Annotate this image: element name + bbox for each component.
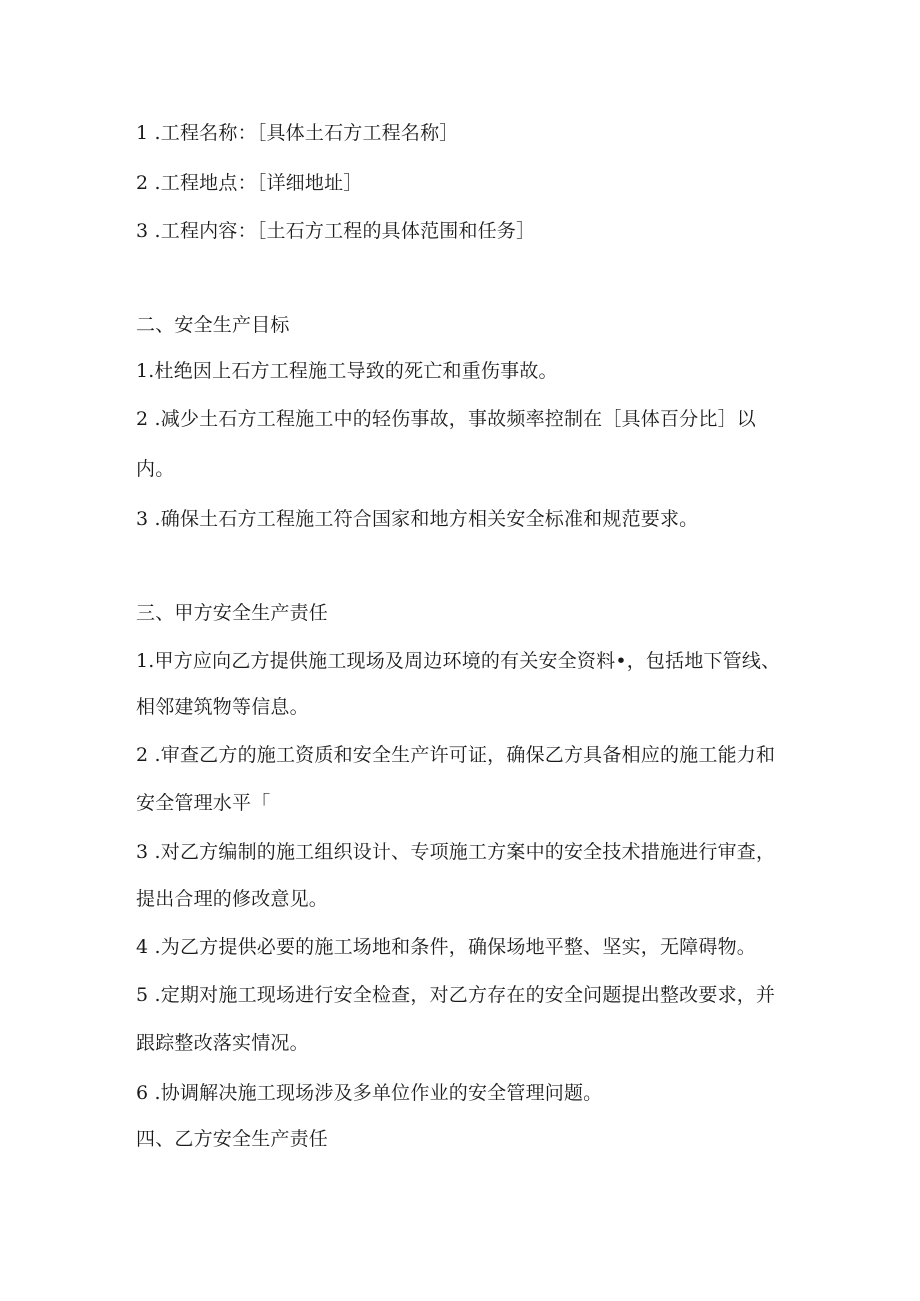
section-3-item-1: 1.甲方应向乙方提供施工现场及周边环境的有关安全资料•，包括地下管线、 — [136, 650, 781, 672]
section-2-item-2: 2 .减少土石方工程施工中的轻伤事故，事故频率控制在［具体百分比］以 — [136, 408, 756, 430]
section-3-item-4: 4 .为乙方提供必要的施工场地和条件，确保场地平整、坚实，无障碍物。 — [136, 936, 756, 958]
section-3-item-5: 5 .定期对施工现场进行安全检查，对乙方存在的安全问题提出整改要求，并 — [136, 984, 776, 1006]
section-3-item-2: 2 .审查乙方的施工资质和安全生产许可证，确保乙方具备相应的施工能力和 — [136, 744, 776, 766]
section-3-item-3: 3 .对乙方编制的施工组织设计、专项施工方案中的安全技术措施进行审查， — [136, 841, 776, 863]
project-name-line: 1 .工程名称：［具体土石方工程名称］ — [136, 122, 459, 144]
section-2-item-3: 3 .确保土石方工程施工符合国家和地方相关安全标准和规范要求。 — [136, 508, 699, 530]
section-2-item-2-cont: 内。 — [136, 458, 175, 480]
section-3-item-3-cont: 提出合理的修改意见。 — [136, 888, 329, 910]
section-3-heading: 三、甲方安全生产责任 — [136, 602, 329, 624]
section-2-item-1: 1.杜绝因上石方工程施工导致的死亡和重伤事故。 — [136, 360, 558, 382]
section-3-item-2-cont: 安全管理水平「 — [136, 792, 271, 814]
section-2-heading: 二、安全生产目标 — [136, 314, 290, 336]
project-content-line: 3 .工程内容：［土石方工程的具体范围和任务］ — [136, 220, 536, 242]
section-4-heading: 四、乙方安全生产责任 — [136, 1128, 329, 1150]
section-3-item-1-cont: 相邻建筑物等信息。 — [136, 696, 309, 718]
section-3-item-6: 6 .协调解决施工现场涉及多单位作业的安全管理问题。 — [136, 1082, 603, 1104]
section-3-item-5-cont: 跟踪整改落实情况。 — [136, 1032, 309, 1054]
project-location-line: 2 .工程地点：［详细地址］ — [136, 172, 363, 194]
